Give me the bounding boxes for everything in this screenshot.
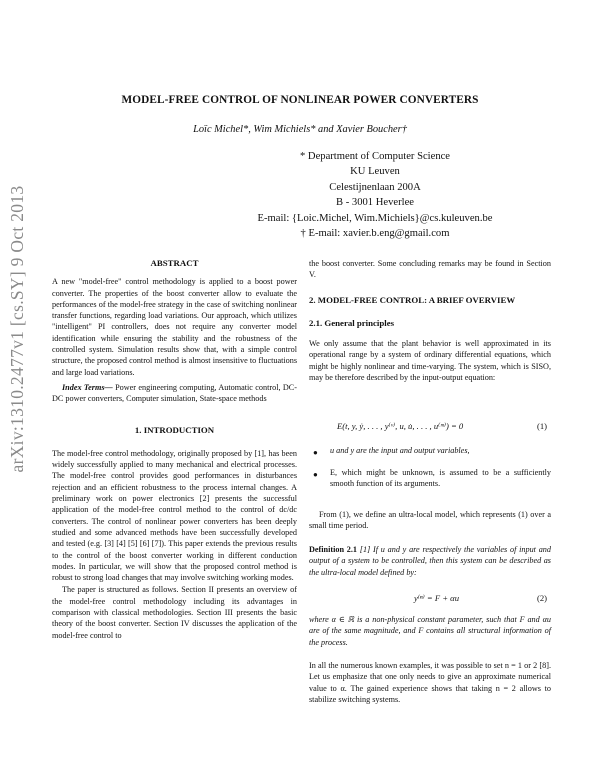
definition-block: [309, 544, 551, 578]
affiliation-line: * Department of Computer Science: [299, 151, 451, 162]
arxiv-identifier: arXiv:1310.2477v1 [cs.SY] 9 Oct 2013: [7, 185, 27, 473]
continued-paragraph: the boost converter. Some concluding remarks may be found in Section V.: [309, 259, 551, 280]
equation-2: y⁽ⁿ⁾ = F + αu: [414, 593, 459, 603]
definition-text: [1] If u and y are respectively the variables of input and output of a system to be controlled, then this system can be described as the ultra-local model defined by:: [309, 545, 551, 577]
body-paragraph: We only assume that the plant behavior is well approximated in its operational range by a system of ordinary differential equations, which might be highly nonlinear and time-varying. The system, which is SISO, may be therefore described by the input-output equation:: [309, 339, 551, 383]
body-paragraph: In all the numerous known examples, it was possible to set n = 1 or 2 [8]. Let us emphasize that one only needs to give an approximate numerical value to α. The gained experience shows that taking n = 2 allows to stabilize switching systems.: [309, 661, 551, 704]
affiliation-block: [230, 149, 520, 241]
subsection-heading: 2.1. General principles: [309, 317, 395, 328]
equation-1: E(t, y, ẏ, . . . , y⁽ᵛ⁾, u, u̇, . . . , u⁽ᵐ⁾) = 0: [337, 421, 464, 431]
bullet-item: E, which might be unknown, is assumed to be a sufficiently smooth function of its arguments.: [330, 468, 551, 489]
equation-2-number: (2): [537, 593, 548, 603]
abstract-heading: ABSTRACT: [150, 258, 199, 268]
left-column: [52, 258, 297, 641]
bullet-icon: ●: [313, 448, 318, 457]
intro-heading: 1. INTRODUCTION: [134, 424, 215, 435]
affiliation-line: Celestijnenlaan 200A: [329, 181, 421, 193]
author-list: Loïc Michel*, Wim Michiels* and Xavier Boucher†: [193, 124, 407, 135]
definition-label: Definition 2.1: [309, 545, 358, 554]
equation-1-number: (1): [537, 421, 548, 431]
index-terms-text: Power engineering computing, Automatic control, DC-DC power converters, Computer simulation, State-space methods: [52, 382, 297, 404]
bullet-item: [330, 445, 551, 456]
definition-continuation: where α ∈ ℝ is a non-physical constant parameter, such that F and αu are of the same magnitude, and F contains all structural information of the process.: [309, 615, 551, 647]
affiliation-line: B - 3001 Heverlee: [336, 197, 414, 209]
section-heading: 2. MODEL-FREE CONTROL: A BRIEF OVERVIEW: [309, 294, 516, 305]
right-column: [309, 258, 551, 383]
intro-paragraph: The paper is structured as follows. Section II presents an overview of the model-free control methodology including its advantages in comparison with classical methodologies. Section III presents the basic theory of the boost converter. Section IV discusses the application of the model-free control to: [52, 585, 297, 640]
bullet-text: u and y are the input and output variables,: [330, 446, 470, 455]
intro-paragraph: The model-free control methodology, originally proposed by [1], has been widely successfully applied to many mechanical and electrical processes. The model-free control provides good performances in disturbances rejection and an efficient robustness to the process internal changes. A preliminary work on power electronics [2] presents the successful application of the model-free control method to the control of dc/dc converters. The control of nonlinear power converters has been deeply studied and some advanced methods have been successfully developed and tested (e.g. [3] [4] [5] [6] [7]). This paper extends the previous results to the control of the boost converter working in different conduction modes. In particular, we will show that the proposed control method is robust to strong load changes that may involve switching working modes.: [52, 448, 297, 583]
paper-title: MODEL-FREE CONTROL OF NONLINEAR POWER CONVERTERS: [121, 94, 479, 106]
abstract-text: A new "model-free" control methodology is applied to a boost power converter. The properties of the boost converter allow to evaluate the performances of the model-free strategy in the case of switching nonlinear transfer functions, regarding load variations. Our approach, which utilizes "intelligent" PI controllers, does not require any converter model identification while ensuring the stability and the robustness of the controlled system. Simulation results show that, with a simple control structure, the proposed control method is almost insensitive to fluctuations and large load variations.: [52, 277, 297, 377]
affiliation-email: E-mail: {Loic.Michel, Wim.Michiels}@cs.kuleuven.be: [257, 212, 493, 224]
index-terms: [52, 382, 297, 405]
affiliation-line: KU Leuven: [350, 166, 400, 178]
index-terms-label: Index Terms—: [62, 382, 113, 392]
affiliation-email: † E-mail: xavier.b.eng@gmail.com: [300, 228, 450, 240]
body-paragraph: From (1), we define an ultra-local model, which represents (1) over a small time period.: [309, 510, 551, 531]
bullet-icon: ●: [313, 470, 318, 479]
